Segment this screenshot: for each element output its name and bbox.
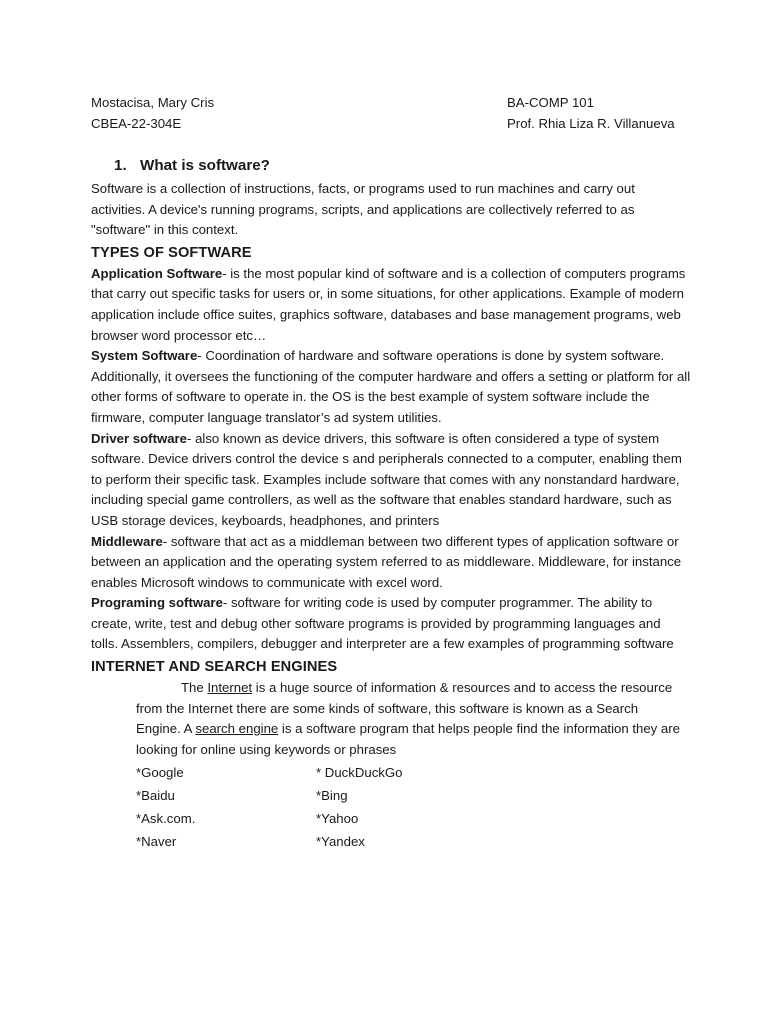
type-term: Middleware (91, 533, 163, 549)
internet-paragraph-block (136, 678, 682, 760)
type-text: - is the most popular kind of software and is a collection of computers programs that carry out specific tasks for users or, in some situations, for other applications. Example of modern application include office suites, graphics software, databases and base management programs, web browser word processor etc… (91, 265, 686, 343)
list-item: *Yahoo (316, 811, 359, 827)
type-driver-software (91, 429, 691, 532)
document-body (91, 155, 691, 854)
type-text: - Coordination of hardware and software operations is done by system software. Additionally, it oversees the functioning of the computer hardware and offers a setting or platform for all other forms of software to operate in. the OS is the best example of system software include the firmware, computer language translator’s ad system utilities. (91, 348, 691, 425)
question-answer: Software is a collection of instructions, facts, or programs used to run machines and carry out activities. A device's running programs, scripts, and applications are collectively referred to as "software" in this context. (91, 181, 635, 238)
text-run: is a huge source of information & resources and to access the resource from the Internet there are some kinds of software, this software is known as a Search Engine. A (136, 680, 673, 737)
type-programing-software (91, 593, 691, 655)
type-middleware (91, 532, 691, 594)
student-section: CBEA-22-304E (91, 116, 182, 131)
type-term: Programing software (91, 595, 223, 611)
text-run: The (181, 680, 208, 696)
internet-heading: INTERNET AND SEARCH ENGINES (91, 659, 338, 676)
list-item: *Yandex (316, 833, 365, 849)
student-info (91, 92, 214, 134)
type-system-software (91, 346, 691, 428)
type-text: - also known as device drivers, this software is often considered a type of system software. Device drivers control the device s and peripherals connected to a computer, enabling them to perform their specific task. Examples include software that comes with any nonstandard hardware, including special game controllers, as well as the software that enables standard hardware, such as USB storage devices, keyboards, headphones, and printers (91, 430, 682, 528)
course-code: BA-COMP 101 (507, 95, 594, 110)
list-item: *Google (136, 765, 184, 781)
list-item: *Bing (316, 788, 348, 804)
search-engine-link[interactable]: search engine (195, 721, 279, 737)
list-item: *Baidu (136, 788, 175, 804)
text-run: is a software program that helps people find the information they are looking for online using keywords or phrases (136, 721, 680, 757)
question-title: What is software? (140, 157, 270, 174)
internet-paragraph (136, 678, 682, 760)
type-text: - software for writing code is used by computer programmer. The ability to create, write, test and debug other software programs is provided by programming languages and tolls. Assemblers, compilers, debugger and interpreter are a few examples of programming software (91, 595, 674, 652)
course-info (507, 92, 675, 134)
internet-link[interactable]: Internet (207, 680, 253, 696)
list-item: *Naver (136, 833, 177, 849)
type-term: Application Software (91, 265, 223, 281)
professor-name: Prof. Rhia Liza R. Villanueva (507, 116, 675, 131)
type-term: System Software (91, 348, 198, 364)
student-name: Mostacisa, Mary Cris (91, 95, 215, 110)
type-text: - software that act as a middleman between two different types of application software or between an application and the operating system referred to as middleware. Middleware, for instance enables Microsoft windows to communicate with excel word. (91, 533, 682, 590)
search-engine-list (136, 762, 691, 853)
types-heading: TYPES OF SOFTWARE (91, 244, 252, 261)
list-item: *Ask.com. (136, 811, 196, 827)
question-number: 1. (114, 157, 127, 174)
type-term: Driver software (91, 430, 188, 446)
list-item: * DuckDuckGo (316, 765, 403, 781)
type-application-software (91, 264, 691, 346)
question-heading (114, 155, 691, 177)
